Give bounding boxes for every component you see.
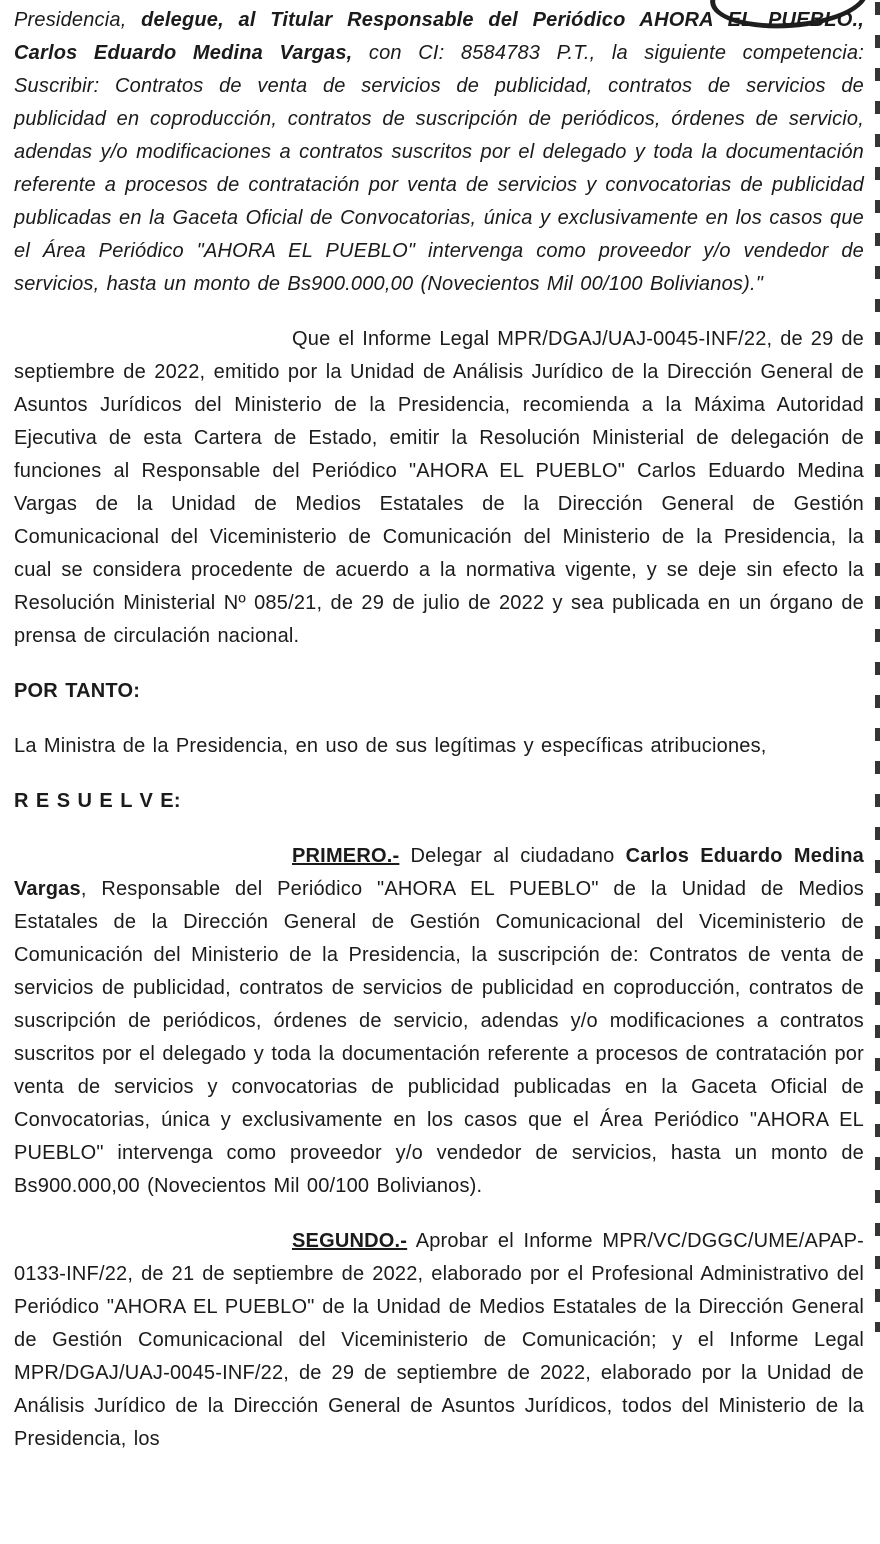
scan-edge-artifacts <box>875 2 880 1332</box>
text-segment: Delegar al ciudadano <box>399 845 626 867</box>
text-segment: Presidencia, <box>14 9 142 31</box>
paragraph-quoted-delegation <box>14 4 864 301</box>
delegation-subject: delegue, al Titular Responsable del Periódico AHORA EL PUEBLO., <box>141 9 864 31</box>
paragraph-informe-legal <box>14 323 864 653</box>
text-segment: Aprobar el Informe MPR/VC/DGGC/UME/APAP-0133-INF/22, de 21 de septiembre de 2022, elaborado por el Profesional Administrativo del Periódico "AHORA EL PUEBLO" de la Unidad de Medios Estatales de la Dirección General de Gestión Comunicacional del Viceministerio de Comunicación; y el Informe Legal MPR/DGAJ/UAJ-0045-INF/22, de 29 de septiembre de 2022, elaborado por la Unidad de Análisis Jurídico de la Dirección General de Asuntos Jurídicos, todos del Ministerio de la Presidencia, los <box>14 1230 864 1450</box>
por-tanto-label: POR TANTO: <box>14 680 141 702</box>
segundo-label: SEGUNDO.- <box>292 1230 408 1252</box>
text-segment: con CI: 8584783 P.T., la siguiente competencia: Suscribir: Contratos de venta de servicios de publicidad, contratos de servicios de publicidad en coproducción, contratos de suscripción de periódicos, órdenes de servicio, adendas y/o modificaciones a contratos suscritos por el delegado y toda la documentación referente a procesos de contratación por venta de servicios y convocatorias de publicidad publicadas en la Gaceta Oficial de Convocatorias, única y exclusivamente en los casos que el Área Periódico "AHORA EL PUEBLO" intervenga como proveedor y/o vendedor de servicios, hasta un monto de Bs900.000,00 (Novecientos Mil 00/100 Bolivianos)." <box>14 42 864 295</box>
heading-por-tanto <box>14 675 864 708</box>
paragraph-segundo <box>14 1225 864 1456</box>
resuelve-label: R E S U E L V E: <box>14 790 181 812</box>
delegate-name: Carlos Eduardo Medina Vargas, <box>14 42 369 64</box>
heading-resuelve <box>14 785 864 818</box>
primero-label: PRIMERO.- <box>292 845 400 867</box>
paragraph-primero <box>14 840 864 1203</box>
document-body <box>14 4 864 1456</box>
text-segment: , Responsable del Periódico "AHORA EL PUEBLO" de la Unidad de Medios Estatales de la Dirección General de Gestión Comunicacional del Viceministerio de Comunicación del Ministerio de la Presidencia, la suscripción de: Contratos de venta de servicios de publicidad, contratos de servicios de publicidad en coproducción, contratos de suscripción de periódicos, órdenes de servicio, adendas y/o modificaciones a contratos suscritos por el delegado y toda la documentación referente a procesos de contratación por venta de servicios y convocatorias de publicidad publicadas en la Gaceta Oficial de Convocatorias, única y exclusivamente en los casos que el Área Periódico "AHORA EL PUEBLO" intervenga como proveedor y/o vendedor de servicios, hasta un monto de Bs900.000,00 (Novecientos Mil 00/100 Bolivianos). <box>14 878 864 1197</box>
text-segment: La Ministra de la Presidencia, en uso de sus legítimas y específicas atribuciones, <box>14 735 767 757</box>
paragraph-ministra <box>14 730 864 763</box>
text-segment: Que el Informe Legal MPR/DGAJ/UAJ-0045-INF/22, de 29 de septiembre de 2022, emitido por la Unidad de Análisis Jurídico de la Dirección General de Asuntos Jurídicos del Ministerio de la Presidencia, recomienda a la Máxima Autoridad Ejecutiva de esta Cartera de Estado, emitir la Resolución Ministerial de delegación de funciones al Responsable del Periódico "AHORA EL PUEBLO" Carlos Eduardo Medina Vargas de la Unidad de Medios Estatales de la Dirección General de Gestión Comunicacional del Viceministerio de Comunicación del Ministerio de la Presidencia, la cual se considera procedente de acuerdo a la normativa vigente, y se deje sin efecto la Resolución Ministerial Nº 085/21, de 29 de julio de 2022 y sea publicada en un órgano de prensa de circulación nacional. <box>14 328 864 647</box>
delegate-name-primero: Carlos Eduardo Medina Vargas <box>14 845 864 900</box>
